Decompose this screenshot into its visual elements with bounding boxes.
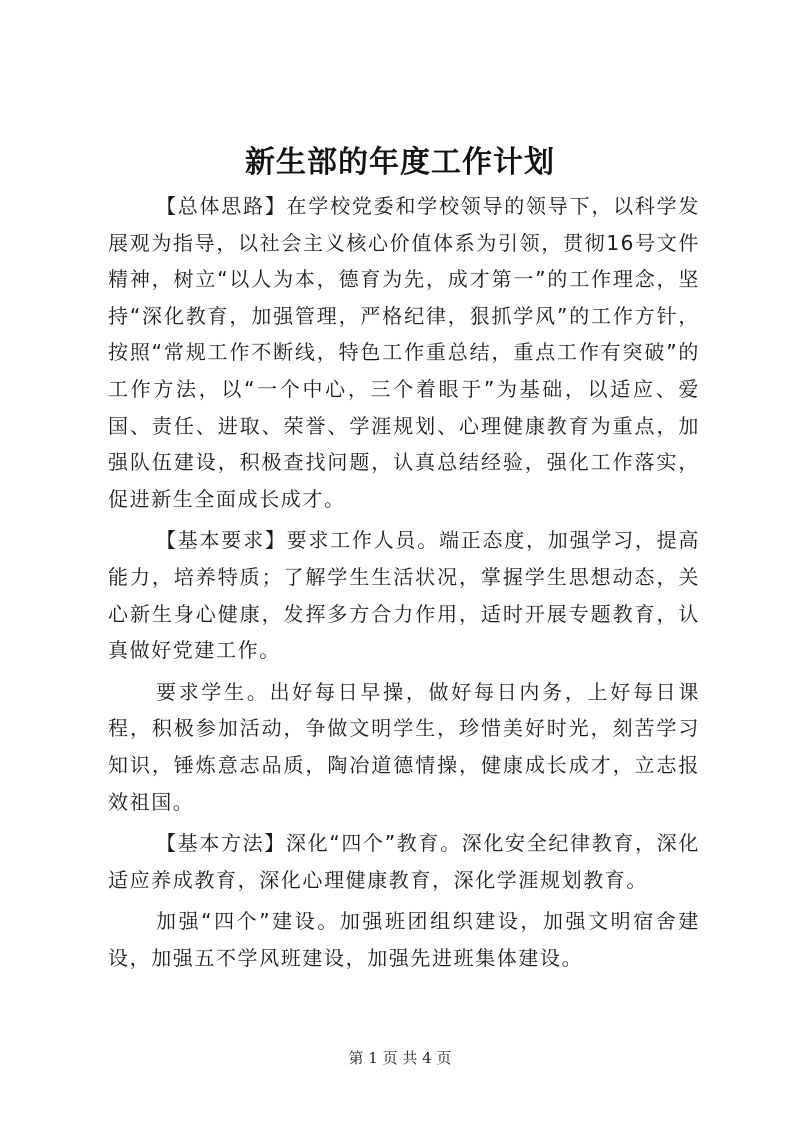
paragraph-basic-requirements: 【基本要求】要求工作人员。端正态度，加强学习，提高能力，培养特质；了解学生生活状况，掌握学生思想动态，关心新生身心健康，发挥多方合力作用，适时开展专题教育，认真做好党建工作。 — [108, 528, 700, 663]
paragraph-student-requirements: 要求学生。出好每日早操，做好每日内务，上好每日课程，积极参加活动，争做文明学生，珍惜美好时光，刻苦学习知识，锤炼意志品质，陶冶道德情操，健康成长成才，立志报效祖国。 — [108, 679, 700, 814]
page-number-footer: 第 1 页 共 4 页 — [348, 1049, 452, 1067]
paragraph-four-constructions: 加强“四个”建设。加强班团组织建设，加强文明宿舍建设，加强五不学风班建设，加强先进班集体建设。 — [108, 909, 700, 970]
document-title: 新生部的年度工作计划 — [245, 145, 555, 180]
document-body — [108, 188, 700, 976]
paragraph-basic-methods: 【基本方法】深化“四个”教育。深化安全纪律教育，深化适应养成教育，深化心理健康教育，深化学涯规划教育。 — [108, 831, 700, 892]
paragraph-overall-approach: 【总体思路】在学校党委和学校领导的领导下，以科学发展观为指导，以社会主义核心价值体系为引领，贯彻16号文件精神，树立“以人为本，德育为先，成才第一”的工作理念，坚持“深化教育，加强管理，严格纪律，狠抓学风”的工作方针，按照“常规工作不断线，特色工作重总结，重点工作有突破”的工作方法，以“一个中心，三个着眼于”为基础，以适应、爱国、责任、进取、荣誉、学涯规划、心理健康教育为重点，加强队伍建设，积极查找问题，认真总结经验，强化工作落实，促进新生全面成长成才。 — [108, 194, 700, 511]
